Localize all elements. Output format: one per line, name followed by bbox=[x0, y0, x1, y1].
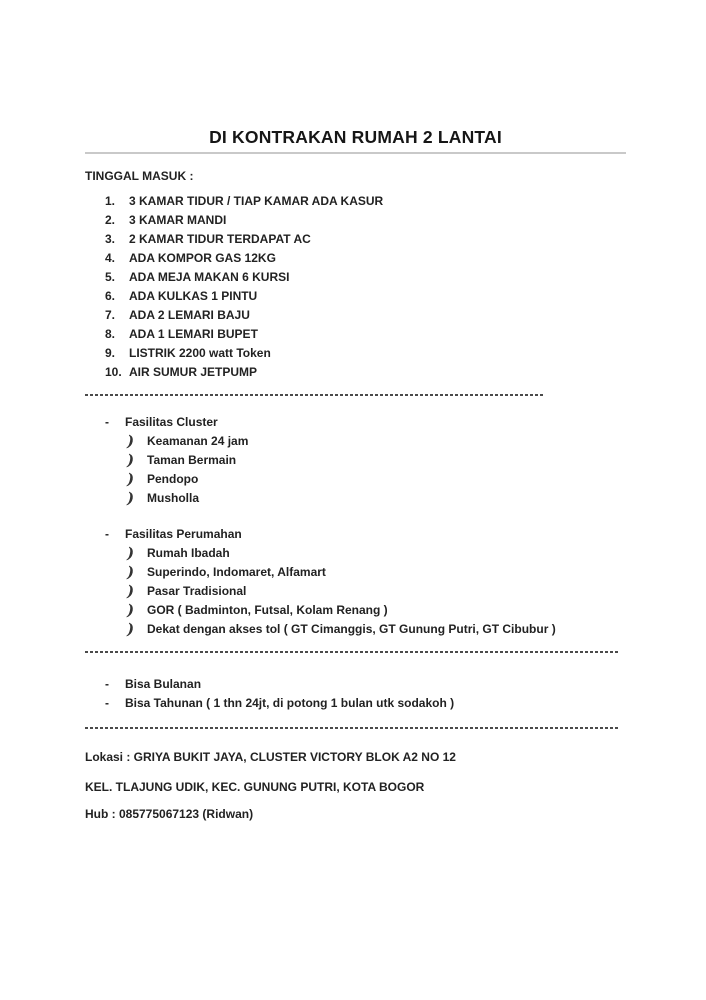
sub-list-item-text: Rumah Ibadah bbox=[147, 546, 230, 560]
list-item-text: 3 KAMAR MANDI bbox=[129, 213, 227, 227]
list-item-text: AIR SUMUR JETPUMP bbox=[129, 365, 258, 379]
sub-list-item-text: Musholla bbox=[147, 491, 200, 505]
contact-line: Hub : 085775067123 (Ridwan) bbox=[85, 807, 254, 821]
sub-list-item bbox=[85, 563, 626, 582]
sub-list-item-text: Pasar Tradisional bbox=[147, 584, 247, 598]
list-item-number: 7. bbox=[105, 308, 116, 322]
intro-label: TINGGAL MASUK : bbox=[85, 169, 194, 183]
section-heading-text: Fasilitas Perumahan bbox=[125, 527, 242, 541]
list-item-text: ADA KULKAS 1 PINTU bbox=[129, 289, 258, 303]
dashed-separator bbox=[85, 727, 620, 729]
list-item-text: ADA KOMPOR GAS 12KG bbox=[129, 251, 276, 265]
dashed-separator bbox=[85, 394, 545, 396]
list-item bbox=[85, 306, 626, 325]
sub-list-item-text: Taman Bermain bbox=[147, 453, 237, 467]
section-fasilitas-cluster bbox=[85, 413, 626, 508]
paren-bullet-marker: ) bbox=[127, 601, 135, 619]
section-heading bbox=[85, 413, 626, 432]
paren-bullet-marker: ) bbox=[127, 544, 135, 562]
title-underline bbox=[85, 152, 626, 154]
list-item bbox=[85, 211, 626, 230]
paren-bullet-marker: ) bbox=[127, 563, 135, 581]
sub-list-item-text: Pendopo bbox=[147, 472, 199, 486]
paren-bullet-marker: ) bbox=[127, 451, 135, 469]
list-item-text: ADA 1 LEMARI BUPET bbox=[129, 327, 258, 341]
list-item-text: LISTRIK 2200 watt Token bbox=[129, 346, 271, 360]
term-item bbox=[85, 694, 626, 713]
paren-bullet-marker: ) bbox=[127, 620, 135, 638]
paren-bullet-marker: ) bbox=[127, 489, 135, 507]
document-content bbox=[0, 126, 706, 822]
list-item bbox=[85, 325, 626, 344]
section-heading-text: Fasilitas Cluster bbox=[125, 415, 218, 429]
list-item-number: 10. bbox=[105, 365, 122, 379]
sub-list-item bbox=[85, 470, 626, 489]
list-item bbox=[85, 230, 626, 249]
list-item-text: 2 KAMAR TIDUR TERDAPAT AC bbox=[129, 232, 311, 246]
paren-bullet-marker: ) bbox=[127, 582, 135, 600]
location-line: Lokasi : GRIYA BUKIT JAYA, CLUSTER VICTORY BLOK A2 NO 12 bbox=[85, 750, 456, 764]
section-heading bbox=[85, 525, 626, 544]
numbered-list bbox=[85, 192, 626, 382]
list-item-number: 2. bbox=[105, 213, 116, 227]
list-item-text: ADA MEJA MAKAN 6 KURSI bbox=[129, 270, 290, 284]
list-item-number: 6. bbox=[105, 289, 116, 303]
sub-list-item-text: Dekat dengan akses tol ( GT Cimanggis, GT Gunung Putri, GT Cibubur ) bbox=[147, 622, 556, 636]
paren-bullet-marker: ) bbox=[127, 432, 135, 450]
list-item bbox=[85, 249, 626, 268]
sub-list-item-text: Superindo, Indomaret, Alfamart bbox=[147, 565, 326, 579]
sub-list-item bbox=[85, 451, 626, 470]
list-item-number: 9. bbox=[105, 346, 116, 360]
sub-list-item bbox=[85, 544, 626, 563]
list-item-number: 1. bbox=[105, 194, 116, 208]
list-item bbox=[85, 363, 626, 382]
sub-list-item bbox=[85, 489, 626, 508]
sub-list-item-text: Keamanan 24 jam bbox=[147, 434, 249, 448]
district-line: KEL. TLAJUNG UDIK, KEC. GUNUNG PUTRI, KOTA BOGOR bbox=[85, 780, 425, 794]
term-item bbox=[85, 675, 626, 694]
dash-marker: - bbox=[105, 527, 109, 541]
list-item-number: 5. bbox=[105, 270, 116, 284]
sub-list-item bbox=[85, 620, 626, 639]
paren-bullet-marker: ) bbox=[127, 470, 135, 488]
dash-marker: - bbox=[105, 415, 109, 429]
list-item-number: 3. bbox=[105, 232, 116, 246]
dashed-separator bbox=[85, 651, 620, 653]
sub-list-item-text: GOR ( Badminton, Futsal, Kolam Renang ) bbox=[147, 603, 388, 617]
page-title: DI KONTRAKAN RUMAH 2 LANTAI bbox=[209, 127, 502, 147]
sub-list-item bbox=[85, 601, 626, 620]
list-item bbox=[85, 287, 626, 306]
dash-marker: - bbox=[105, 677, 109, 691]
term-item-text: Bisa Tahunan ( 1 thn 24jt, di potong 1 bulan utk sodakoh ) bbox=[125, 696, 455, 710]
list-item bbox=[85, 192, 626, 211]
list-item bbox=[85, 344, 626, 363]
list-item-number: 4. bbox=[105, 251, 116, 265]
section-fasilitas-perumahan bbox=[85, 525, 626, 639]
dash-marker: - bbox=[105, 696, 109, 710]
list-item-text: 3 KAMAR TIDUR / TIAP KAMAR ADA KASUR bbox=[129, 194, 384, 208]
sub-list-item bbox=[85, 582, 626, 601]
term-item-text: Bisa Bulanan bbox=[125, 677, 202, 691]
sub-list-item bbox=[85, 432, 626, 451]
list-item-number: 8. bbox=[105, 327, 116, 341]
rental-terms bbox=[85, 675, 626, 713]
list-item-text: ADA 2 LEMARI BAJU bbox=[129, 308, 250, 322]
list-item bbox=[85, 268, 626, 287]
